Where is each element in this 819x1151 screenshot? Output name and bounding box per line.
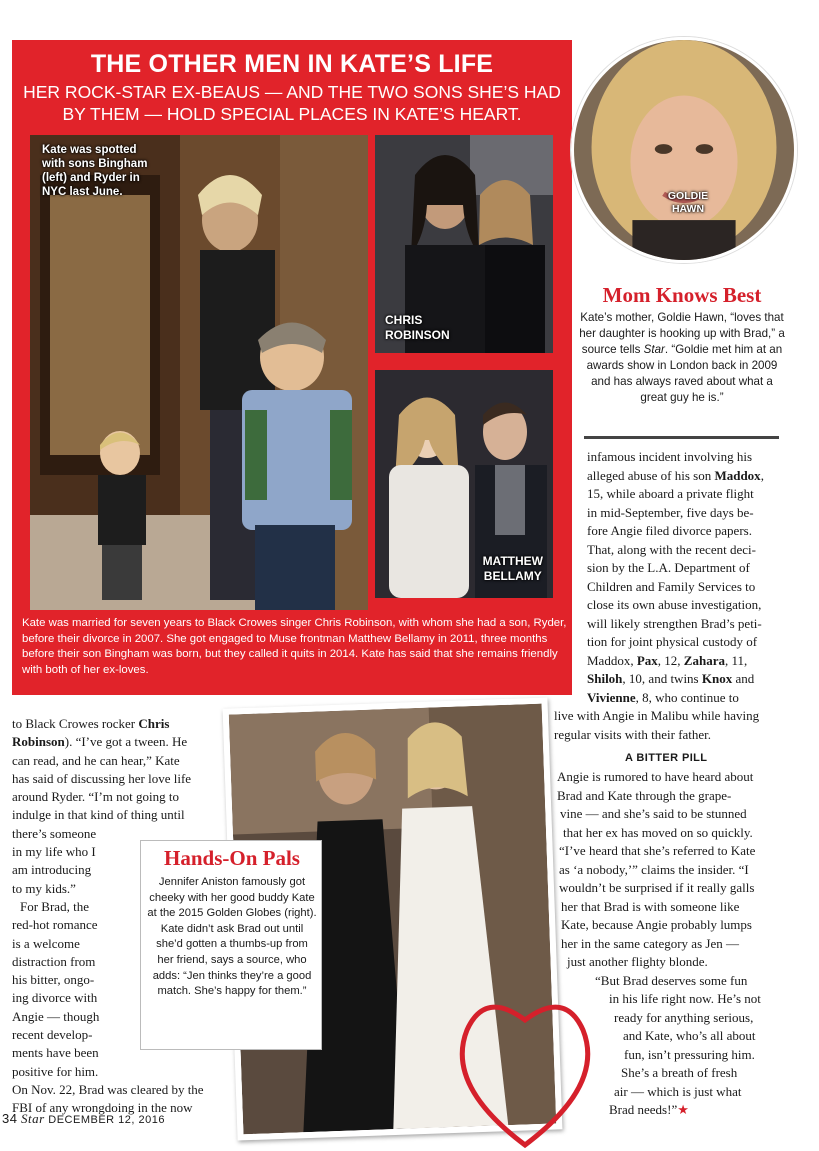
- text-line: [587, 670, 780, 689]
- name-robinson: Robinson: [12, 734, 65, 750]
- text-line: her in the same category as Jen —: [561, 935, 739, 951]
- right-column-top: [554, 448, 780, 744]
- hands-on-pals-text: Jennifer Aniston famously got cheeky with her good buddy Kate at the 2015 Golden Globes (right). Kate didn’t ask Brad out until she’d gotten a thumbs-up from her friend, says a source, who adds: “Jen thinks they’re a good match. She’s happy for them.”: [147, 876, 317, 998]
- matthew-label-line: BELLAMY: [483, 569, 542, 583]
- bitter-pill-heading: A BITTER PILL: [625, 752, 708, 764]
- text-line: 15, while aboard a private flight: [587, 486, 754, 501]
- text-line: [587, 652, 780, 671]
- goldie-label-line: GOLDIE: [667, 190, 709, 202]
- text-line: Kate, because Angie probably lumps: [561, 917, 752, 932]
- text-line: red-hot romance: [12, 917, 98, 933]
- photo-kate-sons: [30, 135, 368, 610]
- hands-on-pals-heading: Hands-On Pals: [164, 846, 300, 870]
- text-line: [12, 733, 222, 751]
- text-line: regular visits with their father.: [554, 726, 712, 742]
- text-part: , 8, who continue to: [635, 689, 739, 705]
- goldie-label: [648, 190, 728, 216]
- text-line: ments have been: [12, 1045, 99, 1061]
- chris-label: [385, 313, 450, 343]
- photo-matthew-bellamy: [375, 370, 553, 598]
- text-line: air — which is just what: [614, 1083, 742, 1099]
- text-line: that her ex has moved on so quickly.: [563, 824, 753, 840]
- magazine-name: Star: [21, 1111, 45, 1126]
- text-line: distraction from: [12, 953, 96, 969]
- page-folio: [2, 1111, 165, 1127]
- text-line: there’s someone: [12, 825, 97, 841]
- text-line: around Ryder. “I’m not going to: [12, 789, 180, 805]
- text-line: his bitter, ongo-: [12, 972, 95, 988]
- text-line: infamous incident involving his: [587, 449, 753, 464]
- text-line: just another flighty blonde.: [567, 954, 708, 969]
- text-line: and Kate, who’s all about: [623, 1028, 756, 1043]
- text-line: For Brad, the: [20, 898, 89, 914]
- text-line: On Nov. 22, Brad was cleared by the: [12, 1081, 204, 1097]
- text-part: alleged abuse of his son: [587, 467, 715, 483]
- text-line: can read, and he can hear,” Kate: [12, 752, 180, 768]
- feature-dek-line: BY THEM — HOLD SPECIAL PLACES IN KATE’S HEART.: [62, 104, 522, 124]
- text-line: her that Brad is with someone like: [561, 898, 740, 914]
- goldie-hawn-photo: [571, 37, 797, 263]
- mom-text-part: Kate’s mother, Goldie Hawn, “loves that her daughter is hooking up with Brad,” a source tells: [579, 311, 785, 356]
- hands-on-pals-box: [140, 840, 322, 1050]
- name-chris: Chris: [138, 716, 170, 731]
- text-line: That, along with the recent deci-: [587, 541, 756, 557]
- text-line: is a welcome: [12, 935, 80, 951]
- feature-dek: [12, 81, 572, 125]
- matthew-label-line: MATTHEW: [482, 554, 543, 568]
- text-line: to my kids.”: [12, 880, 76, 896]
- text-part: and: [732, 671, 755, 686]
- end-mark-star-icon: ★: [677, 1102, 689, 1117]
- name-pax: Pax: [636, 652, 658, 668]
- text-line: Angie is rumored to have heard about: [557, 769, 754, 784]
- text-part: , 12,: [657, 652, 684, 668]
- feature-caption: Kate was married for seven years to Black Crowes singer Chris Robinson, with whom she had a son, Ryder, before their divorce in 2007. She got engaged to Muse frontman Matthew Bellamy in 2011, three months before their son Bingham was born, but they called it quits in 2014. Kate has said that she remains friendly with both of her ex-loves.: [22, 617, 567, 676]
- text-line: sion by the L.A. Department of: [587, 560, 750, 575]
- text-line: Children and Family Services to: [587, 578, 756, 594]
- sons-photo-caption: Kate was spotted with sons Bingham (left) and Ryder in NYC last June.: [42, 144, 148, 198]
- text-line: recent develop-: [12, 1027, 93, 1043]
- text-line: am introducing: [12, 862, 92, 878]
- text-line: “I’ve heard that she’s referred to Kate: [559, 843, 756, 858]
- text-line: in mid-September, five days be-: [587, 504, 754, 520]
- text-line: ready for anything serious,: [614, 1009, 754, 1025]
- issue-date: DECEMBER 12, 2016: [48, 1114, 165, 1126]
- photo-chris-robinson: [375, 135, 553, 353]
- text-line: positive for him.: [12, 1063, 99, 1079]
- text-line: tion for joint physical custody of: [587, 634, 758, 649]
- chris-label-line: ROBINSON: [385, 328, 450, 342]
- text-line: She’s a breath of fresh: [621, 1065, 738, 1080]
- feature-title: THE OTHER MEN IN KATE’S LIFE: [90, 50, 494, 78]
- mom-knows-best-heading: Mom Knows Best: [602, 283, 762, 307]
- text-part: Maddox,: [587, 652, 637, 668]
- text-line: will likely strengthen Brad’s peti-: [587, 615, 762, 631]
- goldie-label-line: HAWN: [671, 203, 705, 215]
- chris-label-line: CHRIS: [385, 313, 423, 327]
- text-line: fore Angie filed divorce papers.: [587, 523, 752, 538]
- name-shiloh: Shiloh: [587, 671, 623, 686]
- text-part: Brad needs!”: [609, 1102, 678, 1117]
- mom-text-part: . “Goldie met him at an awards show in London back in 2009 and has always raved about what a great guy he is.”: [586, 343, 783, 404]
- divider-rule: [584, 436, 779, 439]
- text-part: , 11,: [724, 652, 748, 668]
- feature-dek-line: HER ROCK-STAR EX-BEAUS — AND THE TWO SONS SHE’S HAD: [23, 82, 561, 102]
- text-line: Brad and Kate through the grape-: [557, 787, 732, 803]
- feature-box: [12, 40, 572, 695]
- name-vivienne: Vivienne: [587, 689, 636, 705]
- name-zahara: Zahara: [683, 652, 725, 668]
- text-line: as ‘a nobody,’” claims the insider. “I: [559, 861, 749, 877]
- text-part: ). “I’ve got a tween. He: [64, 734, 188, 750]
- text-line: [12, 715, 222, 733]
- text-line: in his life right now. He’s not: [609, 991, 761, 1006]
- text-line: indulge in that kind of thing until: [12, 807, 185, 823]
- text-line: live with Angie in Malibu while having: [554, 708, 760, 723]
- text-part: , 10, and twins: [622, 671, 702, 686]
- page-number: 34: [2, 1111, 18, 1126]
- heart-icon: [455, 985, 595, 1150]
- text-line: “But Brad deserves some fun: [595, 972, 748, 988]
- text-line: [587, 689, 780, 708]
- text-line: alleged abuse of his son Maddox,: [587, 467, 764, 483]
- text-line: fun, isn’t pressuring him.: [624, 1046, 755, 1062]
- text-part: to Black Crowes rocker: [12, 716, 139, 731]
- matthew-label: [483, 554, 543, 584]
- text-line: in my life who I: [12, 844, 96, 860]
- text-line: FBI of any wrongdoing in the now: [12, 1100, 193, 1116]
- name-maddox: Maddox: [714, 467, 761, 483]
- text-line: vine — and she’s said to be stunned: [560, 806, 747, 821]
- name-knox: Knox: [701, 671, 733, 686]
- text-line: has said of discussing her love life: [12, 770, 192, 786]
- text-line: close its own abuse investigation,: [587, 597, 762, 612]
- magazine-name: Star: [643, 343, 665, 356]
- text-line: ing divorce with: [12, 990, 98, 1006]
- text-line: wouldn’t be surprised if it really galls: [559, 880, 755, 895]
- text-line: Angie — though: [12, 1008, 100, 1024]
- mom-knows-best-text: [577, 310, 787, 406]
